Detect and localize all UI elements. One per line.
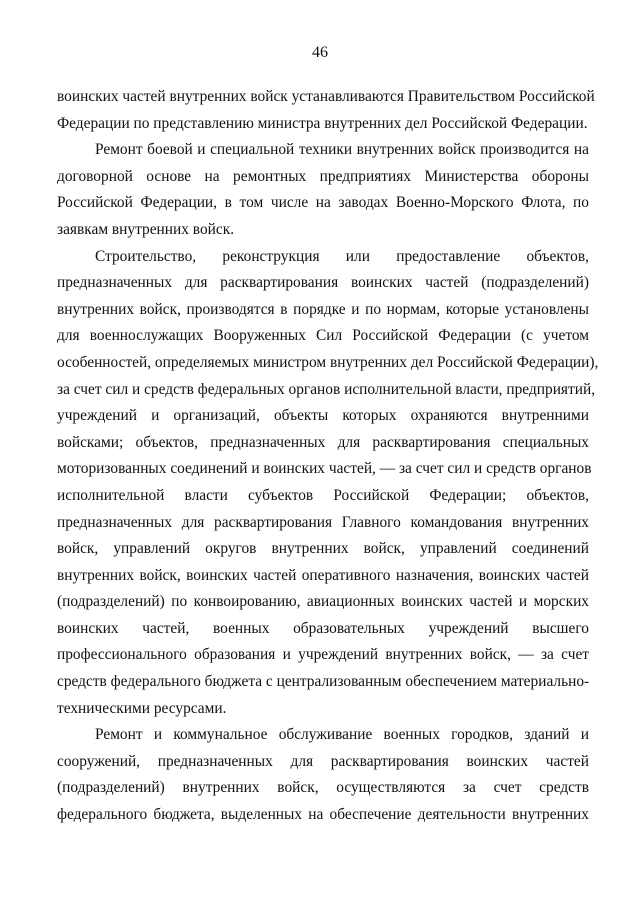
text-line: сооружений, предназначенных для расквартирования воинских частей xyxy=(57,752,589,770)
text-line: особенностей, определяемых министром внутренних дел Российской Федерации), xyxy=(57,353,599,371)
text-line: Федерации по представлению министра внутренних дел Российской Федерации. xyxy=(57,114,588,132)
text-line: договорной основе на ремонтных предприятиях Министерства обороны xyxy=(57,167,589,185)
text-line: предназначенных для расквартирования воинских частей (подразделений) xyxy=(57,274,589,292)
text-line: для военнослужащих Вооруженных Сил Российской Федерации (с учетом xyxy=(57,327,589,345)
text-line: федерального бюджета, выделенных на обеспечение деятельности внутренних xyxy=(57,806,589,824)
paragraph-2 xyxy=(57,137,589,243)
text-line: профессионального образования и учреждений внутренних войск, — за счет xyxy=(57,646,589,664)
text-line: Ремонт боевой и специальной техники внутренних войск производится на xyxy=(95,141,589,159)
text-line: техническими ресурсами. xyxy=(57,699,227,717)
paragraph-3 xyxy=(57,244,599,723)
text-line: средств федерального бюджета с централизованным обеспечением материально- xyxy=(57,673,590,691)
text-line: (подразделений) внутренних войск, осуществляются за счет средств xyxy=(57,779,589,797)
text-line: Строительство, реконструкция или предоставление объектов, xyxy=(95,247,589,265)
text-line: Ремонт и коммунальное обслуживание военных городков, зданий и xyxy=(95,726,589,744)
text-line: заявкам внутренних войск. xyxy=(57,220,235,238)
document-body xyxy=(57,84,599,829)
text-line: моторизованных соединений и воинских частей, — за счет сил и средств органов xyxy=(57,460,592,478)
paragraph-4 xyxy=(57,722,589,828)
text-line: воинских частей, военных образовательных учреждений высшего xyxy=(57,619,589,637)
text-line: воинских частей внутренних войск устанавливаются Правительством Российской xyxy=(57,88,595,105)
text-line: внутренних войск, воинских частей оперативного назначения, воинских частей xyxy=(57,566,589,584)
text-line: войск, управлений округов внутренних войск, управлений соединений xyxy=(57,540,589,558)
text-line: (подразделений) по конвоированию, авиационных воинских частей и морских xyxy=(57,593,589,611)
text-line: исполнительной власти субъектов Российской Федерации; объектов, xyxy=(57,486,589,504)
text-line: войсками; объектов, предназначенных для расквартирования специальных xyxy=(57,433,589,451)
page-number: 46 xyxy=(312,44,328,61)
text-line: учреждений и организаций, объекты которых охраняются внутренними xyxy=(57,407,589,425)
text-line: предназначенных для расквартирования Главного командования внутренних xyxy=(57,513,589,531)
paragraph-1 xyxy=(57,84,595,137)
text-line: Российской Федерации, в том числе на заводах Военно-Морского Флота, по xyxy=(57,194,589,212)
text-line: внутренних войск, производятся в порядке и по нормам, которые установлены xyxy=(57,300,589,318)
text-line: за счет сил и средств федеральных органов исполнительной власти, предприятий, xyxy=(57,380,596,398)
